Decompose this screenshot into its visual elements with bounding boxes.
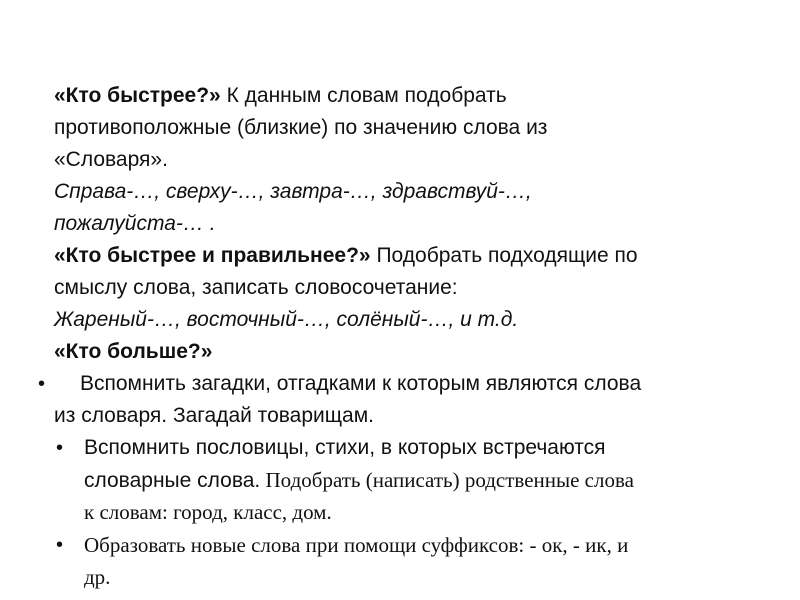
bullet-3-line-2: др.: [84, 565, 111, 589]
bullet-2-sans-text: словарные слова.: [84, 469, 261, 492]
bullet-2-line-2: [84, 465, 634, 496]
examples-line-1: Справа-…, сверху-…, завтра-…, здравствуй-…,: [54, 180, 532, 203]
paragraph-2-line-2: смыслу слова, записать словосочетание:: [54, 276, 458, 299]
bullet-3: •: [56, 534, 64, 556]
paragraph-1-text: К данным словам подобрать: [220, 84, 507, 107]
game-title-faster: «Кто быстрее?»: [54, 84, 221, 107]
bullet-2: •: [56, 437, 64, 459]
examples-line-2: пожалуйста-… .: [54, 212, 216, 235]
game-title-faster-correct: «Кто быстрее и правильнее?»: [54, 244, 371, 267]
bullet-1-line-1: Вспомнить загадки, отгадками к которым являются слова: [80, 372, 642, 395]
paragraph-1-line-2: противоположные (близкие) по значению слова из: [54, 116, 548, 139]
bullet-2-serif-text: Подобрать (написать) родственные слова: [260, 468, 634, 492]
bullet-2-line-1: Вспомнить пословицы, стихи, в которых встречаются: [84, 436, 606, 459]
paragraph-1-line-1: [54, 81, 507, 111]
bullet-3-line-1: Образовать новые слова при помощи суффиксов: - ок, - ик, и: [84, 533, 629, 557]
paragraph-2-line-1: [54, 241, 638, 271]
bullet-2-line-3: к словам: город, класс, дом.: [84, 500, 332, 524]
bullet-1-line-2: из словаря. Загадай товарищам.: [54, 404, 374, 427]
examples-line-3: Жареный-…, восточный-…, солёный-…, и т.д.: [54, 308, 519, 331]
paragraph-1-line-3: «Словаря».: [54, 148, 168, 171]
game-title-more: «Кто больше?»: [54, 340, 213, 363]
bullet-1: •: [38, 373, 46, 395]
paragraph-2-text: Подобрать подходящие по: [370, 244, 638, 267]
